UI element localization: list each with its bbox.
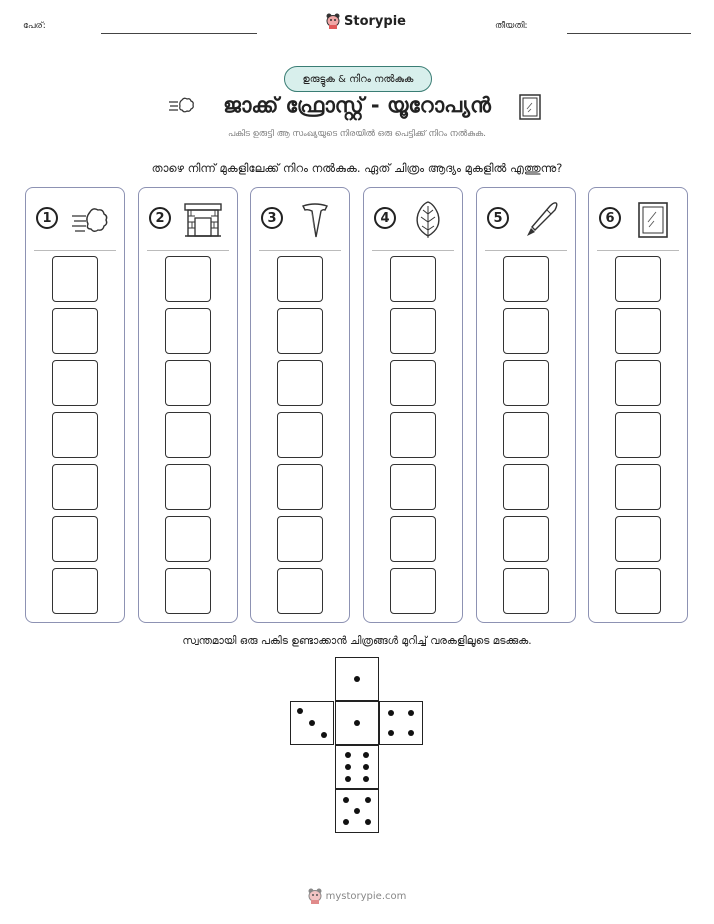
color-box[interactable] — [52, 516, 98, 562]
color-box[interactable] — [52, 568, 98, 614]
window-icon — [519, 94, 541, 120]
dice-pip — [345, 776, 351, 782]
dice-net — [290, 657, 424, 835]
color-box[interactable] — [390, 360, 436, 406]
footer — [0, 888, 714, 904]
name-label: പേര്: — [23, 21, 46, 31]
dice-pip — [408, 710, 414, 716]
brand-name: Storypie — [344, 13, 406, 29]
color-box[interactable] — [503, 412, 549, 458]
dice-face-1 — [335, 701, 379, 745]
color-box[interactable] — [615, 360, 661, 406]
dice-pip — [408, 730, 414, 736]
color-box[interactable] — [390, 412, 436, 458]
mascot-icon — [308, 888, 322, 904]
color-box[interactable] — [165, 516, 211, 562]
dice-pip — [363, 776, 369, 782]
column-divider — [147, 250, 229, 251]
color-box[interactable] — [503, 256, 549, 302]
dice-face-1 — [335, 657, 379, 701]
color-box[interactable] — [503, 308, 549, 354]
dice-pip — [363, 752, 369, 758]
color-box[interactable] — [390, 308, 436, 354]
color-box[interactable] — [390, 516, 436, 562]
icicle-icon — [295, 200, 335, 240]
dice-face-4 — [379, 701, 423, 745]
dice-instruction: സ്വന്തമായി ഒരു പകിട ഉണ്ടാക്കാൻ ചിത്രങ്ങൾ മുറിച്ച് വരകളിലൂടെ മടക്കുക. — [182, 635, 532, 647]
worksheet-subtitle: പകിട ഉരുട്ടി ആ സംഖ്യയുടെ നിരയിൽ ഒരു പെട്ടിക്ക് നിറം നൽകുക. — [228, 129, 486, 139]
color-box[interactable] — [615, 412, 661, 458]
fireplace-icon — [183, 200, 223, 240]
color-box[interactable] — [615, 308, 661, 354]
wind-icon — [70, 200, 110, 240]
dice-pip — [354, 808, 360, 814]
leaf-icon — [408, 200, 448, 240]
color-box[interactable] — [503, 360, 549, 406]
color-box[interactable] — [277, 360, 323, 406]
dice-face-6 — [335, 745, 379, 789]
color-box[interactable] — [52, 464, 98, 510]
name-line[interactable] — [101, 33, 257, 34]
color-box[interactable] — [165, 308, 211, 354]
dice-pip — [365, 797, 371, 803]
dice-pip — [345, 752, 351, 758]
color-box[interactable] — [503, 568, 549, 614]
color-box[interactable] — [390, 464, 436, 510]
color-box[interactable] — [52, 256, 98, 302]
dice-pip — [388, 730, 394, 736]
window-icon — [633, 200, 673, 240]
color-box[interactable] — [615, 568, 661, 614]
storypie-logo — [326, 13, 406, 29]
color-box[interactable] — [390, 568, 436, 614]
color-box[interactable] — [615, 256, 661, 302]
color-box[interactable] — [277, 256, 323, 302]
color-box[interactable] — [277, 308, 323, 354]
column-divider — [372, 250, 454, 251]
paintbrush-icon — [521, 200, 561, 240]
color-box[interactable] — [277, 464, 323, 510]
column-divider — [485, 250, 567, 251]
color-box[interactable] — [277, 412, 323, 458]
column-divider — [34, 250, 116, 251]
color-box[interactable] — [615, 464, 661, 510]
footer-site: mystorypie.com — [325, 890, 407, 902]
dice-pip — [343, 797, 349, 803]
color-box[interactable] — [615, 516, 661, 562]
dice-pip — [343, 819, 349, 825]
column-number: 1 — [36, 207, 58, 229]
dice-pip — [321, 732, 327, 738]
column-number: 3 — [261, 207, 283, 229]
column-3 — [250, 187, 350, 623]
date-line[interactable] — [567, 33, 691, 34]
column-number: 5 — [487, 207, 509, 229]
dice-face-3 — [290, 701, 334, 745]
color-box[interactable] — [52, 412, 98, 458]
column-number: 6 — [599, 207, 621, 229]
color-box[interactable] — [165, 412, 211, 458]
column-5 — [476, 187, 576, 623]
worksheet-title: ജാക്ക് ഫ്രോസ്റ്റ് - യൂറോപ്യൻ — [223, 93, 491, 117]
color-box[interactable] — [503, 464, 549, 510]
dice-pip — [388, 710, 394, 716]
color-box[interactable] — [277, 516, 323, 562]
color-box[interactable] — [52, 360, 98, 406]
column-divider — [259, 250, 341, 251]
dice-pip — [363, 764, 369, 770]
color-box[interactable] — [165, 464, 211, 510]
dice-pip — [309, 720, 315, 726]
color-box[interactable] — [52, 308, 98, 354]
column-6 — [588, 187, 688, 623]
column-2 — [138, 187, 238, 623]
roll-and-color-badge: ഉരുട്ടുക & നിറം നൽകുക — [284, 66, 432, 92]
dice-pip — [297, 708, 303, 714]
mascot-icon — [326, 13, 340, 29]
color-box[interactable] — [390, 256, 436, 302]
color-box[interactable] — [165, 568, 211, 614]
column-number: 4 — [374, 207, 396, 229]
color-box[interactable] — [503, 516, 549, 562]
dice-pip — [365, 819, 371, 825]
dice-face-5 — [335, 789, 379, 833]
dice-pip — [354, 676, 360, 682]
color-box[interactable] — [165, 256, 211, 302]
date-label: തീയതി: — [495, 21, 528, 31]
coloring-instruction: താഴെ നിന്ന് മുകളിലേക്ക് നിറം നൽകുക. ഏത് ചിത്രം ആദ്യം മുകളിൽ എത്തുന്നു? — [151, 161, 563, 175]
dice-pip — [345, 764, 351, 770]
column-number: 2 — [149, 207, 171, 229]
color-box[interactable] — [165, 360, 211, 406]
column-1 — [25, 187, 125, 623]
column-divider — [597, 250, 679, 251]
dice-pip — [354, 720, 360, 726]
color-box[interactable] — [277, 568, 323, 614]
column-4 — [363, 187, 463, 623]
